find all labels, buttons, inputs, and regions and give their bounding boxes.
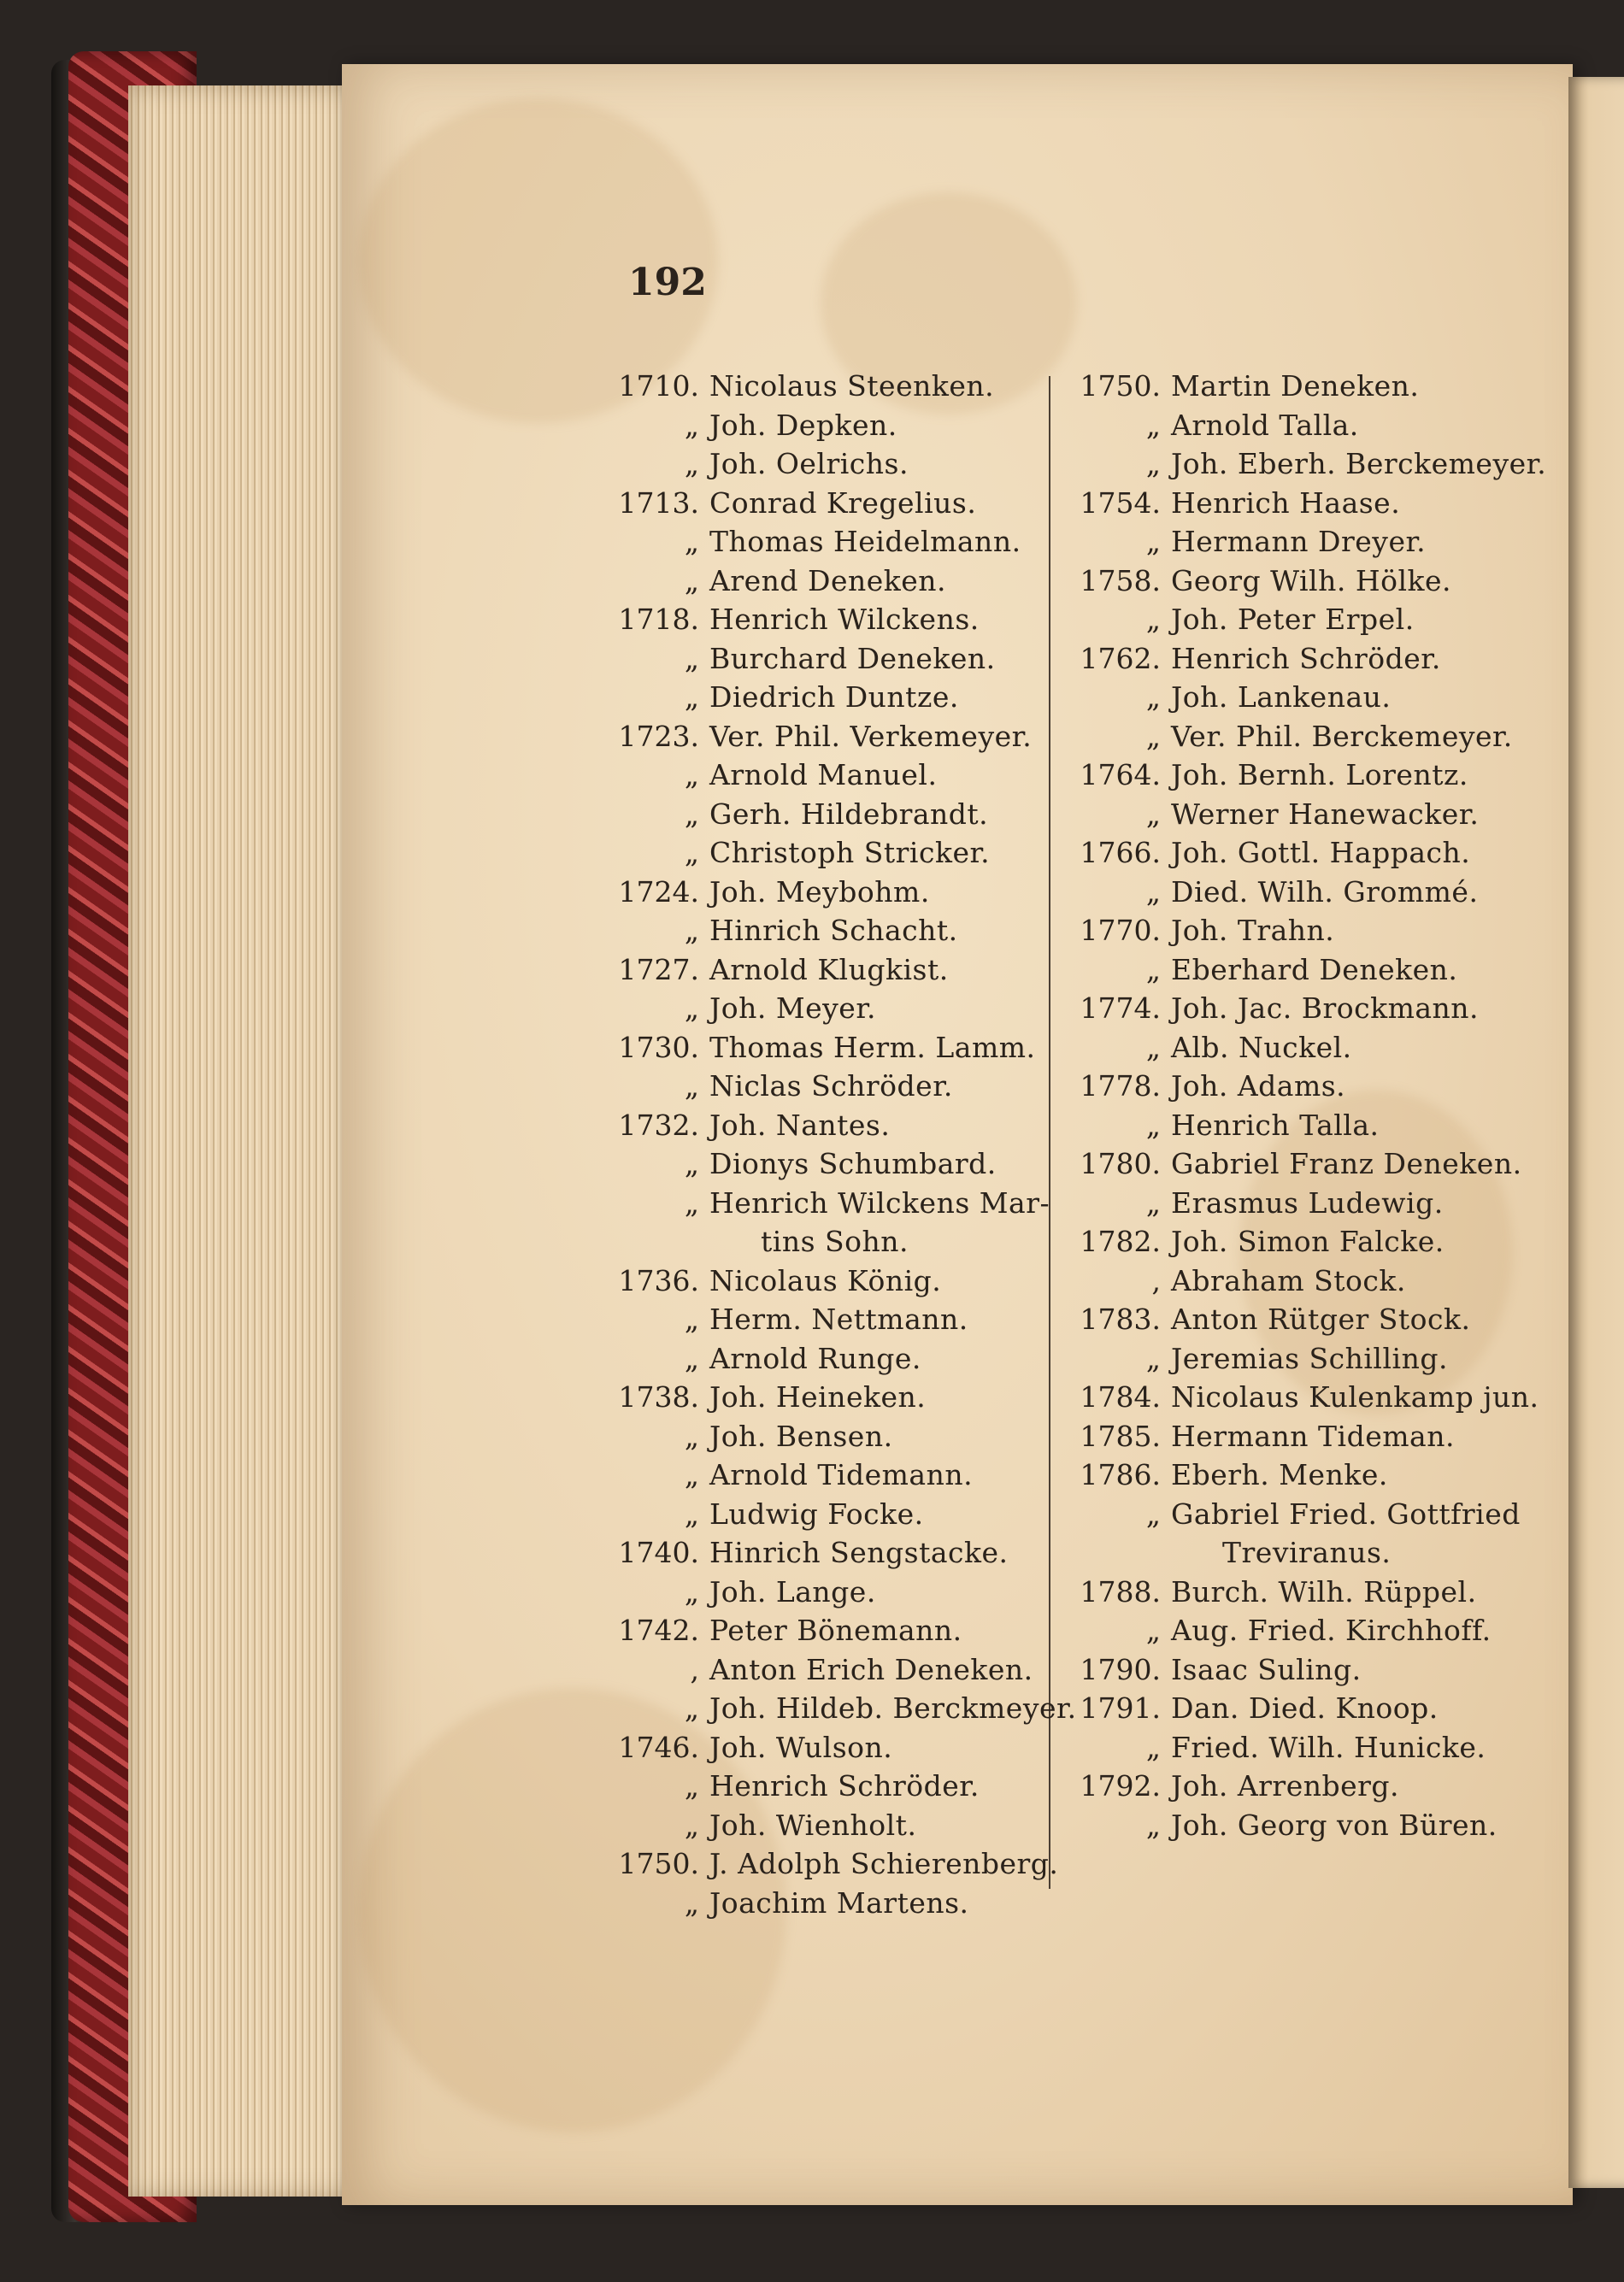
list-item — [1060, 1691, 1546, 1731]
entry-name: Anton Rütger Stock. — [1171, 1303, 1471, 1336]
list-item — [598, 369, 1077, 409]
entry-name: Joh. Lange. — [709, 1574, 876, 1609]
list-item — [1060, 914, 1546, 953]
list-item — [1060, 1186, 1546, 1226]
list-item — [1060, 603, 1546, 642]
entry-year: „ — [1145, 1730, 1161, 1764]
entry-year: 1762. — [1080, 641, 1161, 675]
entry-name: Joh. Wienholt. — [709, 1808, 917, 1842]
list-item — [598, 1731, 1077, 1770]
list-item — [1060, 1225, 1546, 1264]
entry-year: 1778. — [1080, 1069, 1161, 1103]
entry-year: „ — [684, 991, 699, 1025]
entry-year: „ — [684, 797, 699, 831]
entry-year: „ — [1145, 719, 1161, 753]
list-item — [598, 758, 1077, 797]
list-item — [598, 603, 1077, 642]
entry-year: 1718. — [618, 603, 699, 636]
list-item — [598, 680, 1077, 720]
entry-name: Gerh. Hildebrandt. — [709, 797, 989, 831]
list-item — [1060, 1809, 1546, 1848]
entry-year: „ — [684, 1885, 699, 1920]
entry-year: 1754. — [1080, 485, 1161, 520]
right-column-list — [1060, 369, 1546, 1847]
entry-name: Treviranus. — [1222, 1536, 1392, 1569]
entry-year: „ — [684, 1497, 699, 1531]
entry-year: „ — [684, 408, 699, 442]
list-item — [1060, 642, 1546, 681]
entry-year: „ — [1145, 408, 1161, 442]
entry-name: Eberhard Deneken. — [1171, 952, 1458, 986]
entry-name: Died. Wilh. Grommé. — [1171, 874, 1479, 909]
list-item — [598, 1691, 1077, 1731]
entry-name: Nicolaus König. — [709, 1263, 942, 1297]
entry-year: , — [690, 1652, 699, 1686]
entry-name: Ludwig Focke. — [709, 1497, 924, 1531]
entry-name: Eberh. Menke. — [1171, 1458, 1388, 1491]
list-item — [598, 1497, 1077, 1537]
list-item — [598, 720, 1077, 759]
entry-name: Joh. Oelrichs. — [709, 447, 909, 480]
entry-year: „ — [1145, 1030, 1161, 1064]
entry-year: „ — [684, 447, 699, 480]
entry-name: Arnold Talla. — [1171, 408, 1359, 442]
entry-year: „ — [684, 641, 699, 675]
list-item — [1060, 797, 1546, 837]
entry-name: Joh. Bernh. Lorentz. — [1171, 758, 1468, 791]
entry-name: Erasmus Ludewig. — [1171, 1185, 1444, 1220]
list-item — [1060, 836, 1546, 875]
entry-name: Alb. Nuckel. — [1171, 1030, 1352, 1064]
entry-name: Henrich Wilckens. — [709, 603, 980, 636]
entry-name: Joh. Heineken. — [709, 1380, 927, 1414]
entry-name: Burchard Deneken. — [709, 641, 996, 675]
list-item — [1060, 409, 1546, 448]
list-item — [1060, 1069, 1546, 1109]
entry-year: 1790. — [1080, 1652, 1161, 1686]
entry-name: Thomas Heidelmann. — [709, 525, 1021, 558]
list-item — [598, 1109, 1077, 1148]
entry-name: Nicolaus Kulenkamp jun. — [1171, 1380, 1539, 1414]
entry-year: „ — [684, 1147, 699, 1180]
entry-name: Thomas Herm. Lamm. — [709, 1030, 1036, 1064]
list-item — [598, 1575, 1077, 1614]
entry-name: Martin Deneken. — [1171, 369, 1420, 403]
list-item — [598, 564, 1077, 603]
entry-year: 1785. — [1080, 1419, 1161, 1453]
entry-name: Joh. Nantes. — [709, 1108, 891, 1142]
entry-year: 1770. — [1080, 914, 1161, 947]
entry-name: Joh. Meybohm. — [709, 874, 930, 909]
entry-name: Henrich Wilckens Mar- — [709, 1185, 1050, 1220]
list-item — [598, 953, 1077, 992]
entry-name: Joh. Adams. — [1171, 1069, 1346, 1103]
entry-name: tins Sohn. — [761, 1225, 909, 1258]
entry-name: Joh. Trahn. — [1171, 914, 1335, 947]
entry-year: „ — [684, 758, 699, 791]
entry-year: „ — [684, 563, 699, 597]
entry-name: Peter Bönemann. — [709, 1614, 962, 1647]
entry-name: Herm. Nettmann. — [709, 1303, 968, 1336]
entry-year: 1766. — [1080, 836, 1161, 869]
entry-name: Christoph Stricker. — [709, 836, 991, 869]
entry-name: Niclas Schröder. — [709, 1069, 953, 1103]
list-item — [598, 836, 1077, 875]
list-item — [598, 1342, 1077, 1381]
entry-name: Hinrich Schacht. — [709, 914, 958, 947]
list-item — [598, 1069, 1077, 1109]
entry-name: Joh. Bensen. — [709, 1419, 893, 1453]
entry-name: Fried. Wilh. Hunicke. — [1171, 1730, 1486, 1764]
entry-year: 1791. — [1080, 1691, 1161, 1725]
entry-year: 1780. — [1080, 1147, 1161, 1180]
entry-name: Joh. Arrenberg. — [1171, 1769, 1400, 1803]
entry-year: 1750. — [1080, 369, 1161, 403]
list-item — [598, 1031, 1077, 1070]
entry-year: 1742. — [618, 1614, 699, 1647]
entry-year: „ — [1145, 1341, 1161, 1375]
entry-name: Diedrich Duntze. — [709, 680, 959, 714]
entry-year: 1740. — [618, 1536, 699, 1569]
list-item — [1060, 525, 1546, 564]
entry-name: Gabriel Franz Deneken. — [1171, 1147, 1522, 1180]
list-item — [1060, 1031, 1546, 1070]
list-item — [598, 991, 1077, 1031]
list-item — [1060, 1303, 1546, 1342]
entry-year: 1788. — [1080, 1574, 1161, 1609]
entry-name: Abraham Stock. — [1171, 1263, 1406, 1297]
entry-year: 1723. — [618, 719, 699, 753]
entry-name: Ver. Phil. Verkemeyer. — [709, 719, 1033, 753]
entry-year: 1792. — [1080, 1769, 1161, 1803]
list-item — [1060, 1575, 1546, 1614]
list-item — [1060, 953, 1546, 992]
entry-name: Joh. Gottl. Happach. — [1171, 836, 1471, 869]
entry-year: „ — [1145, 952, 1161, 986]
list-item — [1060, 1731, 1546, 1770]
list-item — [598, 1614, 1077, 1653]
list-item — [598, 642, 1077, 681]
entry-year: „ — [1145, 797, 1161, 831]
list-item — [1060, 758, 1546, 797]
list-item — [598, 1536, 1077, 1575]
entry-year: „ — [684, 1808, 699, 1842]
list-item — [1060, 564, 1546, 603]
list-item — [1060, 1342, 1546, 1381]
list-item — [1060, 1380, 1546, 1420]
entry-year: „ — [684, 525, 699, 558]
entry-year: „ — [684, 1769, 699, 1803]
entry-name: Ver. Phil. Berckemeyer. — [1171, 719, 1513, 753]
list-item — [598, 1847, 1077, 1886]
list-item — [1060, 1497, 1546, 1537]
entry-year: „ — [684, 1185, 699, 1220]
entry-year: „ — [1145, 680, 1161, 714]
entry-year: „ — [684, 1341, 699, 1375]
list-item — [1060, 875, 1546, 915]
entry-name: Joh. Eberh. Berckemeyer. — [1171, 447, 1547, 480]
entry-year: „ — [1145, 1808, 1161, 1842]
entry-name: Anton Erich Deneken. — [709, 1652, 1033, 1686]
entry-year: „ — [684, 1691, 699, 1725]
entry-name: Joh. Hildeb. Berckmeyer. — [709, 1691, 1077, 1725]
list-item — [598, 1886, 1077, 1926]
list-item — [1060, 369, 1546, 409]
list-item — [1060, 447, 1546, 486]
entry-name: Dionys Schumbard. — [709, 1147, 997, 1180]
entry-name: Henrich Schröder. — [709, 1769, 980, 1803]
entry-year: „ — [1145, 1614, 1161, 1647]
entry-name: Hermann Dreyer. — [1171, 525, 1427, 558]
entry-name: Hinrich Sengstacke. — [709, 1536, 1009, 1569]
entry-year: 1783. — [1080, 1303, 1161, 1336]
entry-year: 1784. — [1080, 1380, 1161, 1414]
entry-year: „ — [684, 1574, 699, 1609]
entry-name: Aug. Fried. Kirchhoff. — [1171, 1614, 1492, 1647]
entry-year: 1732. — [618, 1108, 699, 1142]
entry-name: Hermann Tideman. — [1171, 1419, 1455, 1453]
list-item — [1060, 486, 1546, 526]
entry-name: Arnold Tidemann. — [709, 1458, 974, 1491]
entry-year: „ — [684, 680, 699, 714]
list-item — [598, 486, 1077, 526]
entry-year: „ — [1145, 525, 1161, 558]
list-item — [598, 1225, 1077, 1264]
entry-year: 1736. — [618, 1263, 699, 1297]
list-item — [1060, 1653, 1546, 1692]
list-item — [1060, 1614, 1546, 1653]
entry-year: 1750. — [618, 1847, 699, 1880]
list-item — [598, 409, 1077, 448]
entry-name: Conrad Kregelius. — [709, 485, 977, 520]
list-item — [598, 797, 1077, 837]
entry-name: Arnold Runge. — [709, 1341, 921, 1375]
entry-year: „ — [684, 1458, 699, 1491]
entry-year: 1710. — [618, 369, 699, 403]
entry-year: , — [1151, 1263, 1161, 1297]
entry-name: Joh. Georg von Büren. — [1171, 1808, 1497, 1842]
entry-year: „ — [684, 914, 699, 947]
entry-name: Werner Hanewacker. — [1171, 797, 1480, 831]
entry-name: Henrich Haase. — [1171, 485, 1401, 520]
entry-name: Joh. Jac. Brockmann. — [1171, 991, 1480, 1025]
entry-year: 1764. — [1080, 758, 1161, 791]
left-column-list — [598, 369, 1077, 1925]
entry-name: Isaac Suling. — [1171, 1652, 1362, 1686]
list-item — [598, 1458, 1077, 1497]
list-item — [598, 1264, 1077, 1303]
list-item — [598, 1303, 1077, 1342]
entry-year: „ — [684, 836, 699, 869]
list-item — [598, 1809, 1077, 1848]
entry-year: 1758. — [1080, 563, 1161, 597]
entry-name: Joh. Simon Falcke. — [1171, 1225, 1445, 1258]
entry-name: Nicolaus Steenken. — [709, 369, 995, 403]
entry-year: 1727. — [618, 952, 699, 986]
entry-year: „ — [1145, 874, 1161, 909]
list-item — [598, 1380, 1077, 1420]
entry-year: 1738. — [618, 1380, 699, 1414]
list-item — [1060, 1147, 1546, 1186]
list-item — [1060, 991, 1546, 1031]
list-item — [1060, 1264, 1546, 1303]
entry-name: Georg Wilh. Hölke. — [1171, 563, 1452, 597]
list-item — [598, 1420, 1077, 1459]
list-item — [598, 1147, 1077, 1186]
list-item — [598, 525, 1077, 564]
entry-year: 1713. — [618, 485, 699, 520]
entry-name: Joh. Lankenau. — [1171, 680, 1392, 714]
list-item — [598, 1769, 1077, 1809]
entry-year: „ — [1145, 1497, 1161, 1531]
entry-year: „ — [1145, 1108, 1161, 1142]
entry-name: Arnold Klugkist. — [709, 952, 949, 986]
entry-name: Joh. Peter Erpel. — [1171, 603, 1415, 636]
entry-year: „ — [1145, 1185, 1161, 1220]
entry-year: „ — [684, 1069, 699, 1103]
entry-year: 1746. — [618, 1730, 699, 1764]
entry-name: Arend Deneken. — [709, 563, 947, 597]
list-item — [1060, 1536, 1546, 1575]
list-item — [1060, 1458, 1546, 1497]
list-item — [598, 914, 1077, 953]
entry-name: Gabriel Fried. Gottfried — [1171, 1497, 1521, 1531]
entry-name: Burch. Wilh. Rüppel. — [1171, 1574, 1477, 1609]
entry-year: „ — [684, 1419, 699, 1453]
entry-name: Arnold Manuel. — [709, 758, 938, 791]
page-number: 192 — [628, 261, 707, 304]
entry-name: Joh. Depken. — [709, 408, 897, 442]
entry-name: Dan. Died. Knoop. — [1171, 1691, 1439, 1725]
list-item — [598, 447, 1077, 486]
list-item — [1060, 1769, 1546, 1809]
entry-year: 1782. — [1080, 1225, 1161, 1258]
entry-name: Henrich Schröder. — [1171, 641, 1441, 675]
entry-year: 1724. — [618, 874, 699, 909]
entry-year: „ — [1145, 603, 1161, 636]
entry-name: Jeremias Schilling. — [1171, 1341, 1448, 1375]
entry-name: Henrich Talla. — [1171, 1108, 1380, 1142]
list-item — [1060, 1109, 1546, 1148]
list-item — [598, 1653, 1077, 1692]
list-item — [1060, 680, 1546, 720]
list-item — [1060, 1420, 1546, 1459]
entry-name: Joh. Wulson. — [709, 1730, 893, 1764]
entry-year: 1786. — [1080, 1458, 1161, 1491]
entry-year: „ — [684, 1303, 699, 1336]
list-item — [1060, 720, 1546, 759]
entry-name: J. Adolph Schierenberg. — [709, 1847, 1059, 1880]
facing-page-edge — [1568, 77, 1624, 2188]
entry-year: 1730. — [618, 1030, 699, 1064]
entry-year: 1774. — [1080, 991, 1161, 1025]
list-item — [598, 875, 1077, 915]
entry-year: „ — [1145, 447, 1161, 480]
list-item — [598, 1186, 1077, 1226]
entry-name: Joachim Martens. — [709, 1885, 969, 1920]
entry-name: Joh. Meyer. — [709, 991, 876, 1025]
